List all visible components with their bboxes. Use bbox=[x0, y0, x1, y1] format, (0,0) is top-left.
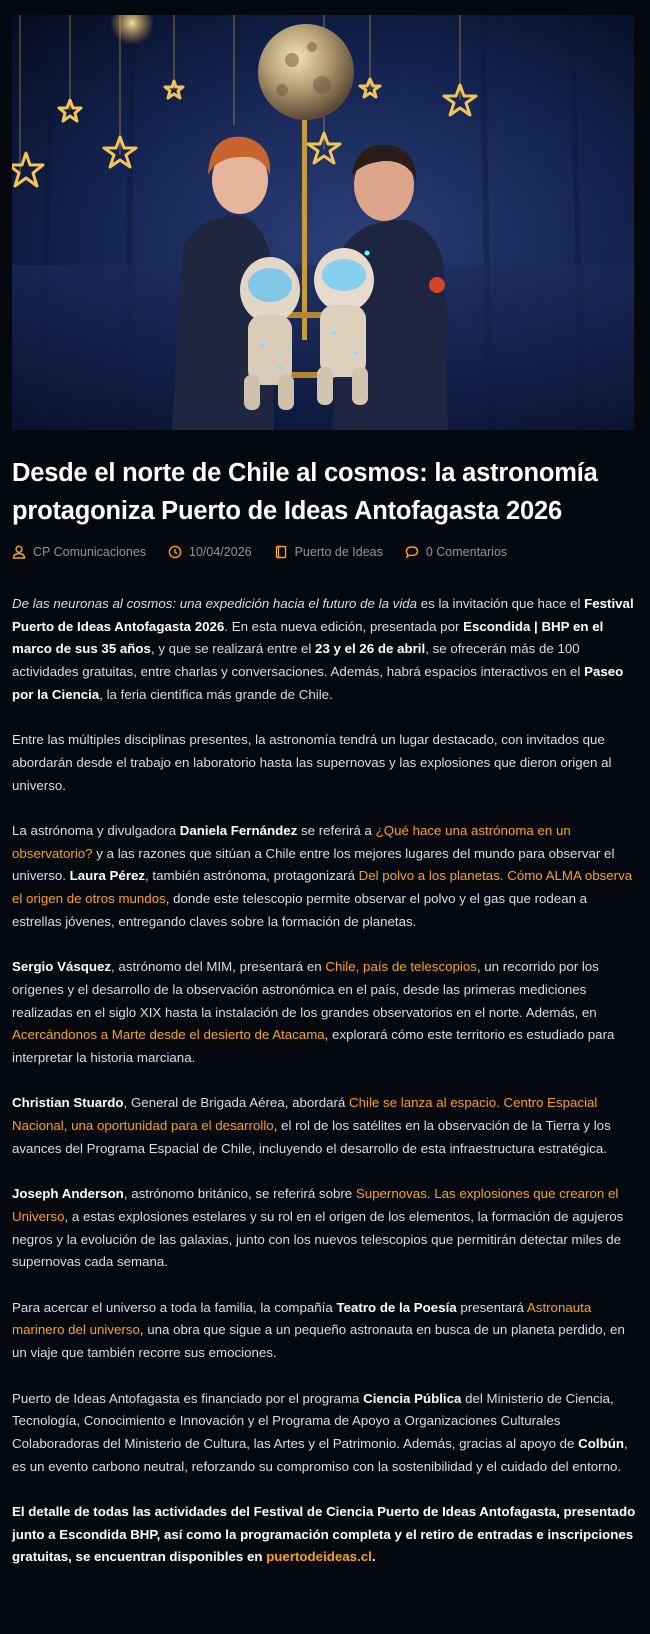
strong-text: . bbox=[371, 1549, 376, 1565]
strong-text: Laura Pérez bbox=[69, 868, 146, 884]
text-span: , a estas explosiones estelares y su rol en el origen de los elementos, la formación de agujeros negros y la evolución de las galaxias, junto con los nuevos telescopios que permitirán detectar miles de supernovas cada semana. bbox=[12, 1208, 624, 1270]
text-span: , también astrónoma, protagonizará bbox=[145, 868, 359, 884]
book-icon bbox=[274, 545, 288, 559]
strong-text: 23 y el 26 de abril bbox=[315, 641, 426, 657]
text-span: , un recorrido por los orígenes y el desarrollo de la observación astronómica en el país, desde las primeras mediciones realizadas en el siglo XIX hasta la instalación de los grandes observatorios en el norte. Además, en bbox=[12, 959, 599, 1020]
meta-author bbox=[12, 545, 146, 559]
article-body bbox=[12, 593, 638, 1592]
author-link[interactable]: CP Comunicaciones bbox=[33, 545, 147, 559]
text-span: se referirá a bbox=[297, 823, 376, 838]
meta-category bbox=[274, 545, 383, 559]
strong-text: Festival Puerto de Ideas Antofagasta 2026 bbox=[12, 596, 634, 634]
date-text: 10/04/2026 bbox=[189, 545, 252, 559]
text-span: , General de Brigada Aérea, abordará bbox=[123, 1095, 350, 1111]
paragraph-1 bbox=[12, 593, 638, 707]
paragraph-4 bbox=[12, 956, 638, 1070]
category-link[interactable]: Puerto de Ideas bbox=[294, 545, 383, 559]
strong-text: Sergio Vásquez bbox=[12, 959, 112, 975]
text-span: , explorará cómo este territorio es estudiado para interpretar la historia marciana. bbox=[12, 1027, 615, 1066]
website-link[interactable]: puertodeideas.cl bbox=[266, 1549, 372, 1565]
text-span: , astrónomo del MIM, presentará en bbox=[111, 959, 326, 975]
paragraph-6 bbox=[12, 1183, 638, 1274]
text-span: , el rol de los satélites en la observación de la Tierra y los avances del Programa Espacial de Chile, incluyendo el desarrollo de esta infraestructura estratégica. bbox=[12, 1118, 611, 1156]
text-span: Puerto de Ideas Antofagasta es financiado por el programa bbox=[12, 1390, 364, 1406]
talk-link[interactable]: Supernovas. Las explosiones que crearon el Universo bbox=[12, 1186, 619, 1224]
talk-link[interactable]: Chile se lanza al espacio. Centro Espacial Nacional, una oportunidad para el desarrollo bbox=[12, 1095, 598, 1134]
text-span: y a las razones que sitúan a Chile entre los mejores lugares del mundo para observar el universo. bbox=[12, 845, 615, 884]
paragraph-5 bbox=[12, 1092, 638, 1160]
text-span: , y que se realizará entre el bbox=[150, 641, 316, 657]
text-span: presentará bbox=[456, 1299, 527, 1315]
meta-date bbox=[168, 545, 252, 559]
strong-text: Colbún bbox=[578, 1435, 624, 1451]
comments-link[interactable]: 0 Comentarios bbox=[425, 545, 508, 559]
strong-text: Paseo por la Ciencia bbox=[12, 664, 624, 702]
article-title: Desde el norte de Chile al cosmos: la astronomía protagoniza Puerto de Ideas Antofagasta 2026 bbox=[12, 459, 598, 525]
talk-link[interactable]: Chile, país de telescopios bbox=[325, 959, 477, 975]
text-span: La astrónoma y divulgadora bbox=[12, 823, 180, 838]
user-icon bbox=[12, 545, 26, 559]
text-span: del Ministerio de Ciencia, Tecnología, Conocimiento e Innovación y el Programa de Apoyo a Organizaciones Culturales Colaboradoras del Ministerio de Cultura, las Artes y el Patrimonio. Además, gracias al apoyo de bbox=[12, 1390, 614, 1451]
clock-icon bbox=[168, 545, 182, 559]
text-span: . En esta nueva edición, presentada por bbox=[224, 618, 464, 634]
talk-link[interactable]: ¿Qué hace una astrónoma en un observatorio? bbox=[12, 823, 571, 861]
strong-text: Daniela Fernández bbox=[179, 823, 298, 838]
paragraph-2: Entre las múltiples disciplinas presentes, la astronomía tendrá un lugar destacado, con invitados que abordarán desde el trabajo en laboratorio hasta las supernovas y las explosiones que dieron origen al universo. bbox=[12, 732, 612, 793]
show-link[interactable]: Astronauta marinero del universo bbox=[12, 1299, 592, 1338]
paragraph-3 bbox=[12, 820, 638, 934]
paragraph-7 bbox=[12, 1297, 638, 1365]
text-span: , astrónomo británico, se referirá sobre bbox=[123, 1186, 356, 1202]
emphasis-text: De las neuronas al cosmos: una expedición hacia el futuro de la vida bbox=[12, 596, 418, 611]
paragraph-8 bbox=[12, 1388, 638, 1479]
talk-link[interactable]: Acercándonos a Marte desde el desierto de Atacama bbox=[12, 1027, 325, 1043]
talk-link[interactable]: Del polvo a los planetas. Cómo ALMA observa el origen de otros mundos bbox=[12, 868, 633, 907]
paragraph-9 bbox=[12, 1501, 638, 1569]
text-span: , se ofrecerán más de 100 actividades gratuitas, entre charlas y conversaciones. Además, habrá espacios interactivos en el bbox=[12, 641, 585, 680]
strong-text: Teatro de la Poesía bbox=[336, 1299, 457, 1315]
text-span: , la feria científica más grande de Chile. bbox=[99, 686, 333, 702]
text-span: , una obra que sigue a un pequeño astronauta en busca de un planeta perdido, en un viaje que también recorre sus emociones. bbox=[12, 1322, 625, 1361]
text-span: es la invitación que hace el bbox=[417, 596, 585, 611]
meta-comments bbox=[405, 545, 507, 559]
comment-icon bbox=[405, 545, 419, 559]
strong-text: Joseph Anderson bbox=[12, 1186, 124, 1202]
article-meta bbox=[12, 543, 638, 561]
strong-text: Christian Stuardo bbox=[12, 1095, 124, 1111]
strong-text: El detalle de todas las actividades del Festival de Ciencia Puerto de Ideas Antofagasta, presentado junto a Escondida BHP, así como la programación completa y el retiro de entradas e inscripciones gratuitas, se encuentran disponibles en bbox=[12, 1504, 636, 1565]
text-span: , donde este telescopio permite observar el polvo y el gas que rodean a estrellas jóvenes, entregando claves sobre la formación de planetas. bbox=[12, 891, 588, 929]
strong-text: Escondida | BHP en el marco de sus 35 años bbox=[12, 618, 604, 657]
strong-text: Ciencia Pública bbox=[363, 1390, 462, 1406]
text-span: , es un evento carbono neutral, reforzando su compromiso con la sostenibilidad y el cuidado del entorno. bbox=[12, 1435, 628, 1474]
hero-image bbox=[12, 15, 634, 430]
text-span: Para acercar el universo a toda la familia, la compañía bbox=[12, 1299, 337, 1315]
